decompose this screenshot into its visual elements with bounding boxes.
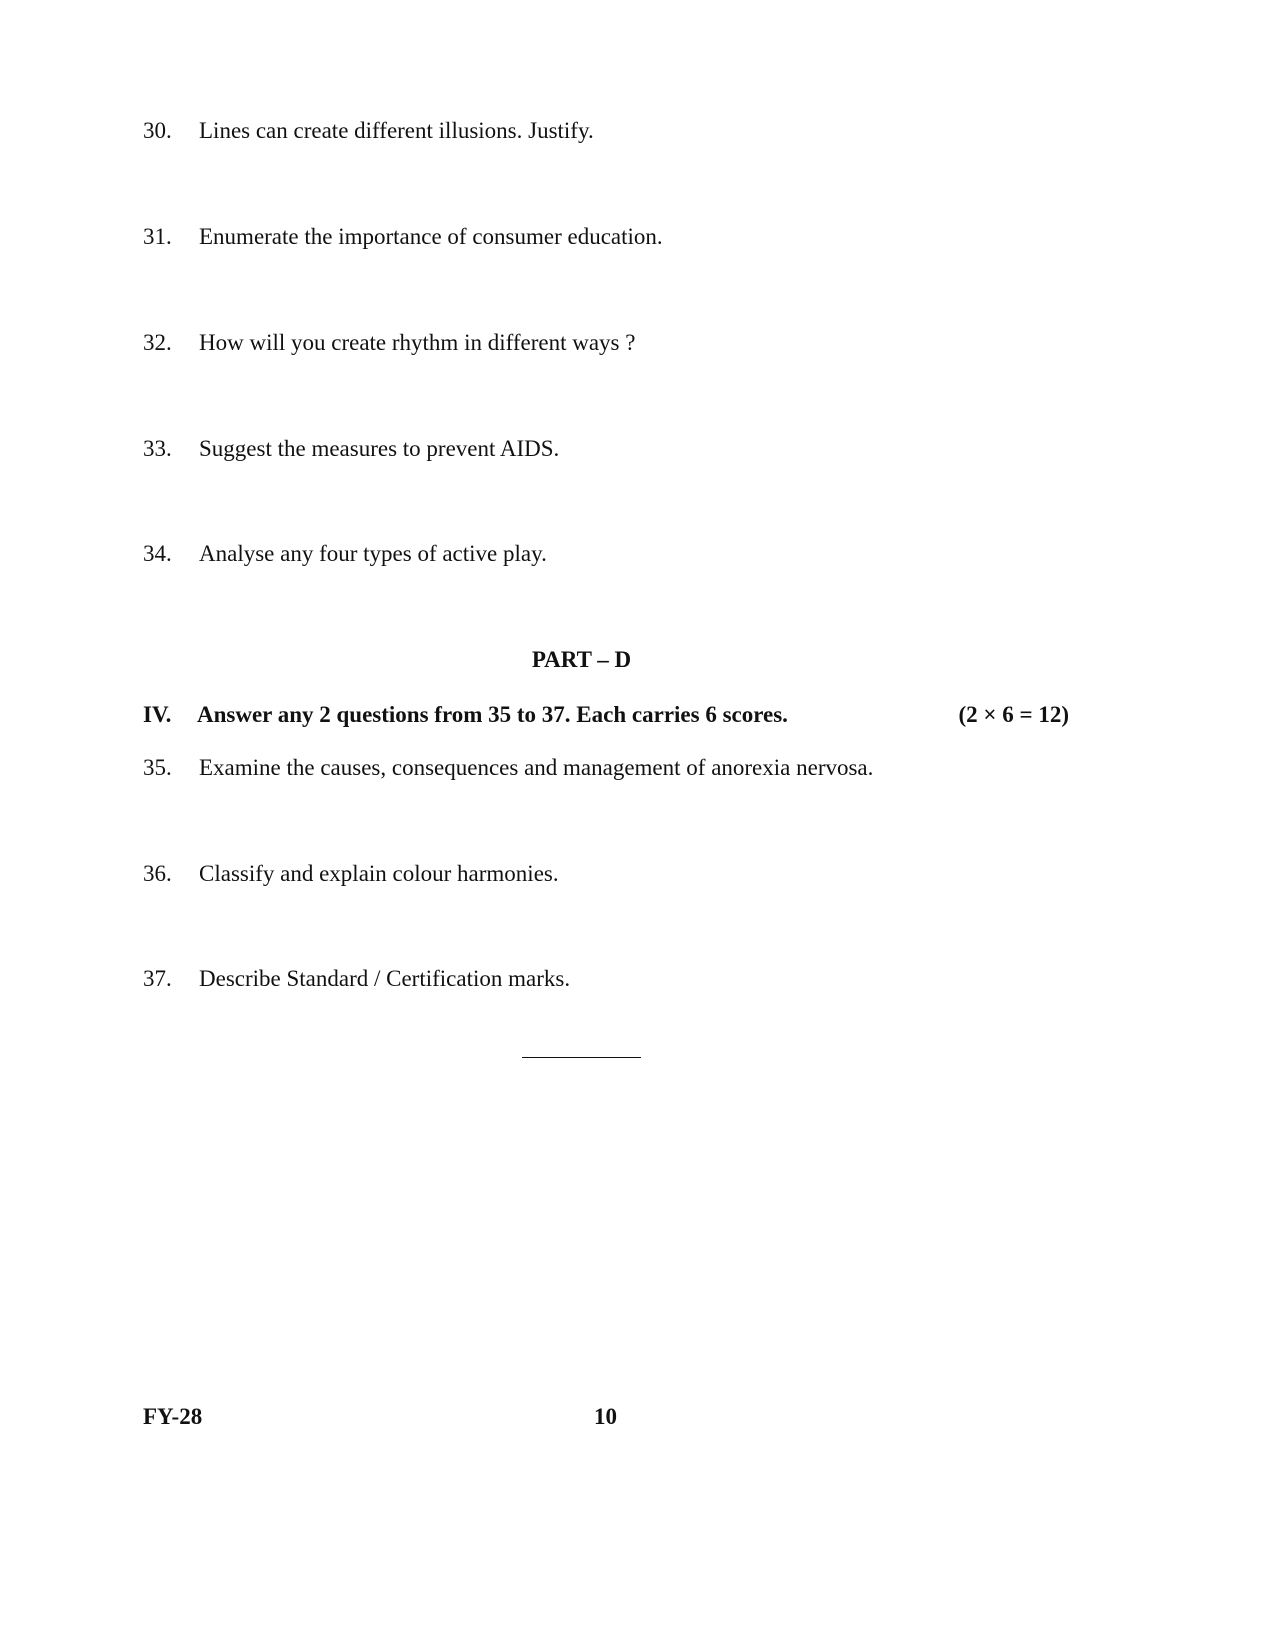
- question-text: Lines can create different illusions. Justify.: [199, 118, 594, 143]
- question-text: Enumerate the importance of consumer education.: [199, 224, 663, 249]
- question-number: 34.: [143, 541, 172, 566]
- section-instruction: [143, 702, 1069, 728]
- question-37: [143, 966, 570, 992]
- question-34: [143, 541, 547, 567]
- question-35: [143, 755, 873, 781]
- instruction-number: IV.: [143, 702, 172, 727]
- question-36: [143, 861, 559, 887]
- question-number: 30.: [143, 118, 172, 143]
- question-33: [143, 436, 559, 462]
- question-number: 32.: [143, 330, 172, 355]
- marks-allocation: (2 × 6 = 12): [958, 702, 1069, 727]
- end-divider: [522, 1057, 641, 1058]
- question-text: Examine the causes, consequences and management of anorexia nervosa.: [199, 755, 874, 780]
- question-31: [143, 224, 663, 250]
- question-number: 35.: [143, 755, 172, 780]
- question-text: How will you create rhythm in different ways ?: [199, 330, 636, 355]
- instruction-text: Answer any 2 questions from 35 to 37. Each carries 6 scores.: [197, 702, 788, 727]
- paper-code: FY-28: [143, 1404, 203, 1429]
- question-number: 36.: [143, 861, 172, 886]
- section-heading: PART – D: [531, 647, 632, 672]
- question-number: 37.: [143, 966, 172, 991]
- question-32: [143, 330, 635, 356]
- question-number: 33.: [143, 436, 172, 461]
- question-text: Classify and explain colour harmonies.: [199, 861, 559, 886]
- page-number: 10: [594, 1404, 617, 1429]
- question-text: Suggest the measures to prevent AIDS.: [199, 436, 560, 461]
- question-number: 31.: [143, 224, 172, 249]
- question-text: Describe Standard / Certification marks.: [199, 966, 571, 991]
- question-30: [143, 118, 594, 144]
- question-text: Analyse any four types of active play.: [199, 541, 547, 566]
